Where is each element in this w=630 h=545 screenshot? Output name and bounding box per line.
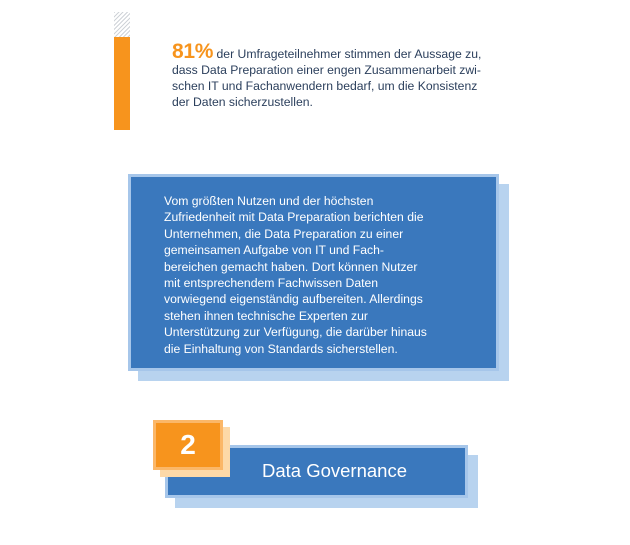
info-line: die Einhaltung von Standards sicherstellen. xyxy=(164,341,398,356)
info-line: Unterstützung zur Verfügung, die darüber hinaus xyxy=(164,325,427,340)
info-line: Zufriedenheit mit Data Preparation berichten die xyxy=(164,210,424,225)
info-line: vorwiegend eigenständig aufbereiten. Allerdings xyxy=(164,292,423,307)
info-line: mit entsprechendem Fachwissen Daten xyxy=(164,276,379,291)
stat-line-2: dass Data Preparation einer engen Zusammenarbeit zwi- xyxy=(172,63,481,77)
section-number: 2 xyxy=(153,420,223,470)
stat-line-4: der Daten sicherzustellen. xyxy=(172,95,313,109)
stat-line-3: schen IT und Fachanwendern bedarf, um die Konsistenz xyxy=(172,79,478,93)
info-line: stehen ihnen technische Experten zur xyxy=(164,308,368,323)
info-line: bereichen gemacht haben. Dort können Nutzer xyxy=(164,259,418,274)
stat-accent-hatch xyxy=(114,12,130,37)
info-line: Vom größten Nutzen und der höchsten xyxy=(164,194,374,208)
info-line: gemeinsamen Aufgabe von IT und Fach- xyxy=(164,243,384,258)
info-box-text xyxy=(164,193,479,357)
stat-line-1: der Umfrageteilnehmer stimmen der Aussage zu, xyxy=(216,47,482,61)
stat-block xyxy=(172,40,522,110)
info-line: Unternehmen, die Data Preparation zu einer xyxy=(164,226,404,241)
section-title: Data Governance xyxy=(262,460,408,481)
stat-percent: 81% xyxy=(172,40,214,63)
